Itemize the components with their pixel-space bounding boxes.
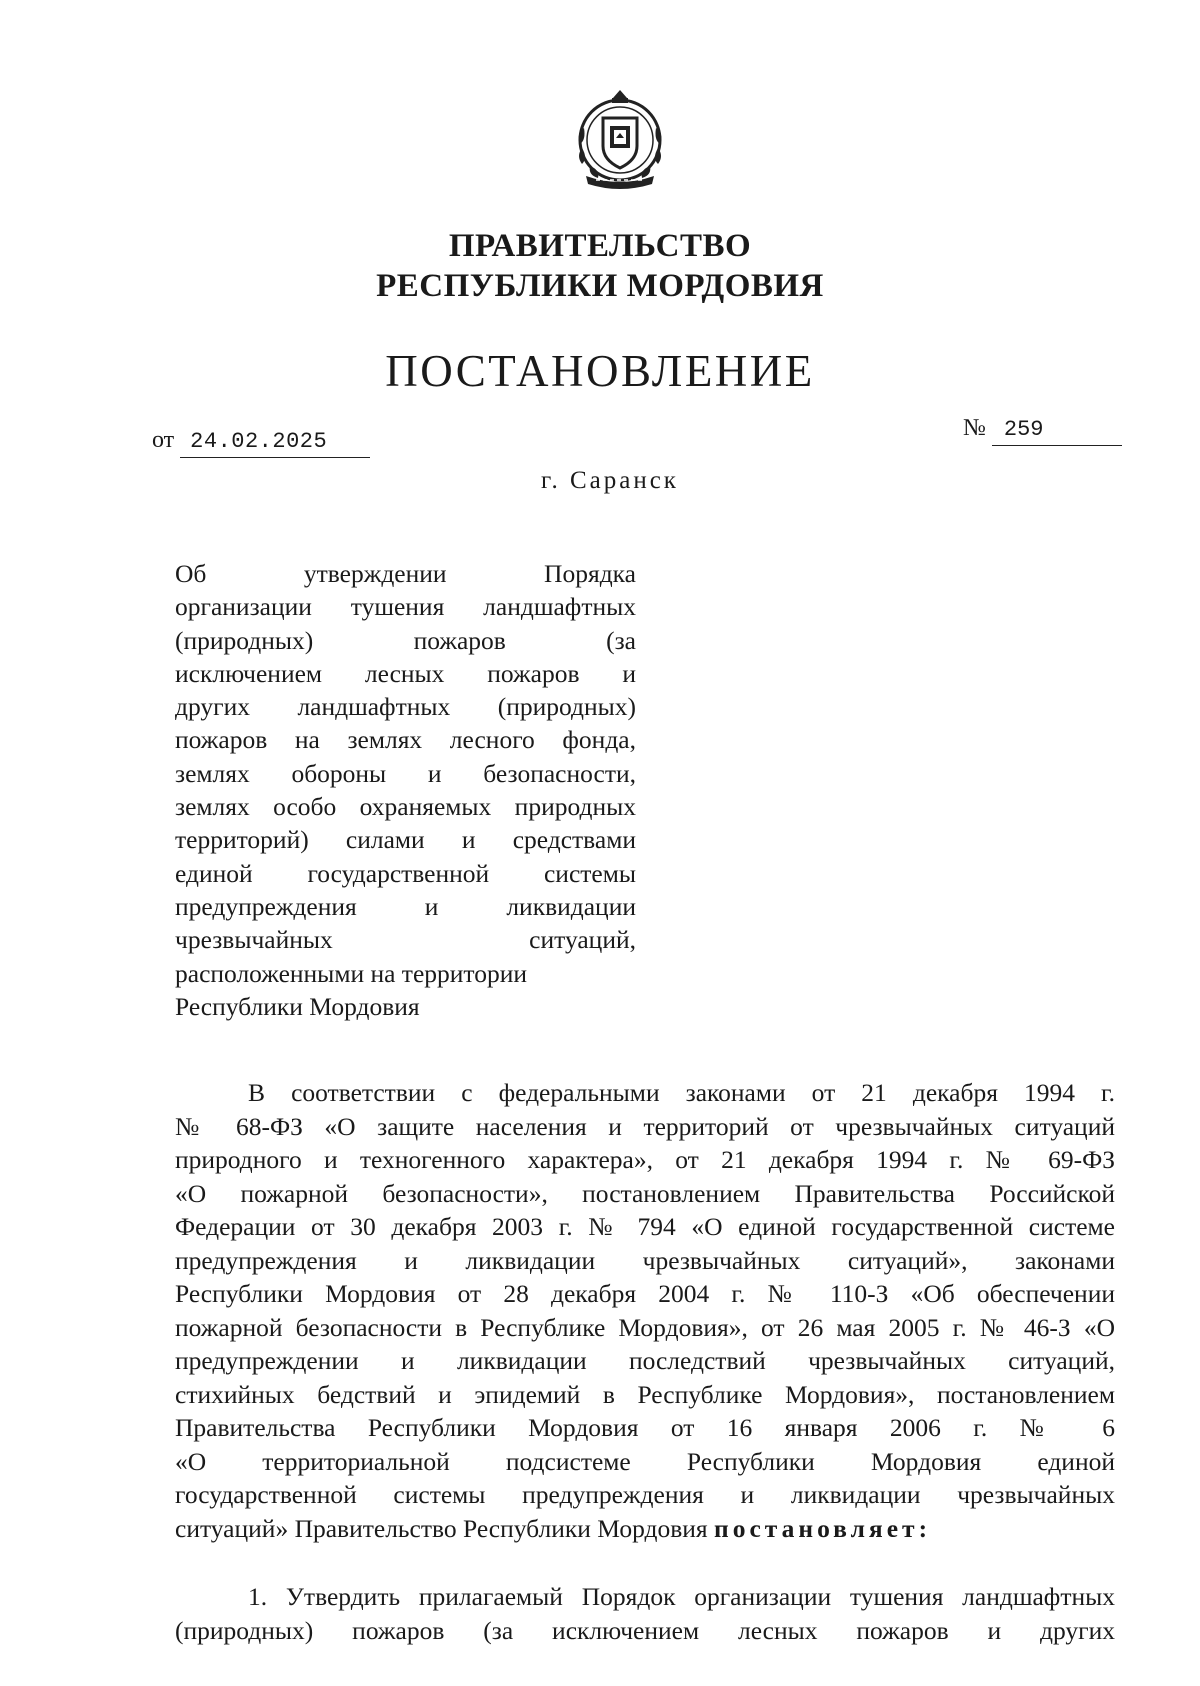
document-title <box>175 557 636 1023</box>
decree-word: постановляет: <box>714 1513 932 1543</box>
body-line: предупреждении и ликвидации последствий чрезвычайных ситуаций, <box>175 1346 1115 1375</box>
date-value: 24.02.2025 <box>180 427 370 458</box>
title-line: Республики Мордовия <box>175 991 420 1021</box>
date-field <box>152 425 370 458</box>
body-line: Федерации от 30 декабря 2003 г. № 794 «О единой государственной системе <box>175 1212 1115 1241</box>
title-line: предупреждения и ликвидации <box>175 891 636 921</box>
body-line: «О пожарной безопасности», постановлением Правительства Российской <box>175 1178 1115 1208</box>
title-line: Об утверждении Порядка <box>175 559 636 588</box>
title-line: (природных) пожаров (за <box>175 625 636 655</box>
item-1-paragraph <box>175 1580 1115 1647</box>
body-line: (природных) пожаров (за исключением лесных пожаров и других <box>175 1615 1115 1645</box>
title-line: территорий) силами и средствами <box>175 825 636 855</box>
body-line: стихийных бедствий и эпидемий в Республике Мордовия», постановлением <box>175 1379 1115 1409</box>
date-prefix: от <box>152 427 175 453</box>
preamble-paragraph <box>175 1076 1115 1545</box>
document-type-heading: ПОСТАНОВЛЕНИЕ <box>385 346 815 396</box>
body-line: «О территориальной подсистеме Республики Мордовия единой <box>175 1446 1115 1476</box>
title-line: пожаров на землях лесного фонда, <box>175 725 636 755</box>
org-name-line1: ПРАВИТЕЛЬСТВО <box>448 228 752 264</box>
body-line: 1. Утвердить прилагаемый Порядок организации тушения ландшафтных <box>248 1582 1115 1611</box>
title-line: землях обороны и безопасности, <box>175 758 636 788</box>
body-line: государственной системы предупреждения и ликвидации чрезвычайных <box>175 1480 1115 1509</box>
number-prefix: № <box>963 415 986 441</box>
city-line: г. Саранск <box>541 467 679 494</box>
coat-of-arms-emblem <box>566 88 674 192</box>
body-line: В соответствии с федеральными законами от 21 декабря 1994 г. <box>248 1078 1115 1107</box>
title-line: организации тушения ландшафтных <box>175 592 636 622</box>
number-field <box>963 413 1122 446</box>
body-line: Правительства Республики Мордовия от 16 января 2006 г. № 6 <box>175 1413 1115 1442</box>
title-line: исключением лесных пожаров и <box>175 658 636 688</box>
title-line: чрезвычайных ситуаций, <box>175 925 636 955</box>
body-line-text: ситуаций» Правительство Республики Мордовия <box>175 1513 708 1543</box>
body-line: пожарной безопасности в Республике Мордовия», от 26 мая 2005 г. № 46-З «О <box>175 1312 1115 1342</box>
body-line: предупреждения и ликвидации чрезвычайных ситуаций», законами <box>175 1245 1115 1275</box>
title-line: землях особо охраняемых природных <box>175 792 636 822</box>
body-line: Республики Мордовия от 28 декабря 2004 г. № 110-З «Об обеспечении <box>175 1279 1115 1308</box>
title-line: расположенными на территории <box>175 958 528 988</box>
title-line: других ландшафтных (природных) <box>175 692 636 722</box>
number-value: 259 <box>992 415 1122 446</box>
body-line-final <box>175 1512 1115 1546</box>
title-line: единой государственной системы <box>175 858 636 888</box>
org-name-line2: РЕСПУБЛИКИ МОРДОВИЯ <box>376 268 824 304</box>
body-line: № 68-ФЗ «О защите населения и территорий от чрезвычайных ситуаций <box>175 1111 1115 1141</box>
body-line: природного и техногенного характера», от 21 декабря 1994 г. № 69-ФЗ <box>175 1145 1115 1174</box>
